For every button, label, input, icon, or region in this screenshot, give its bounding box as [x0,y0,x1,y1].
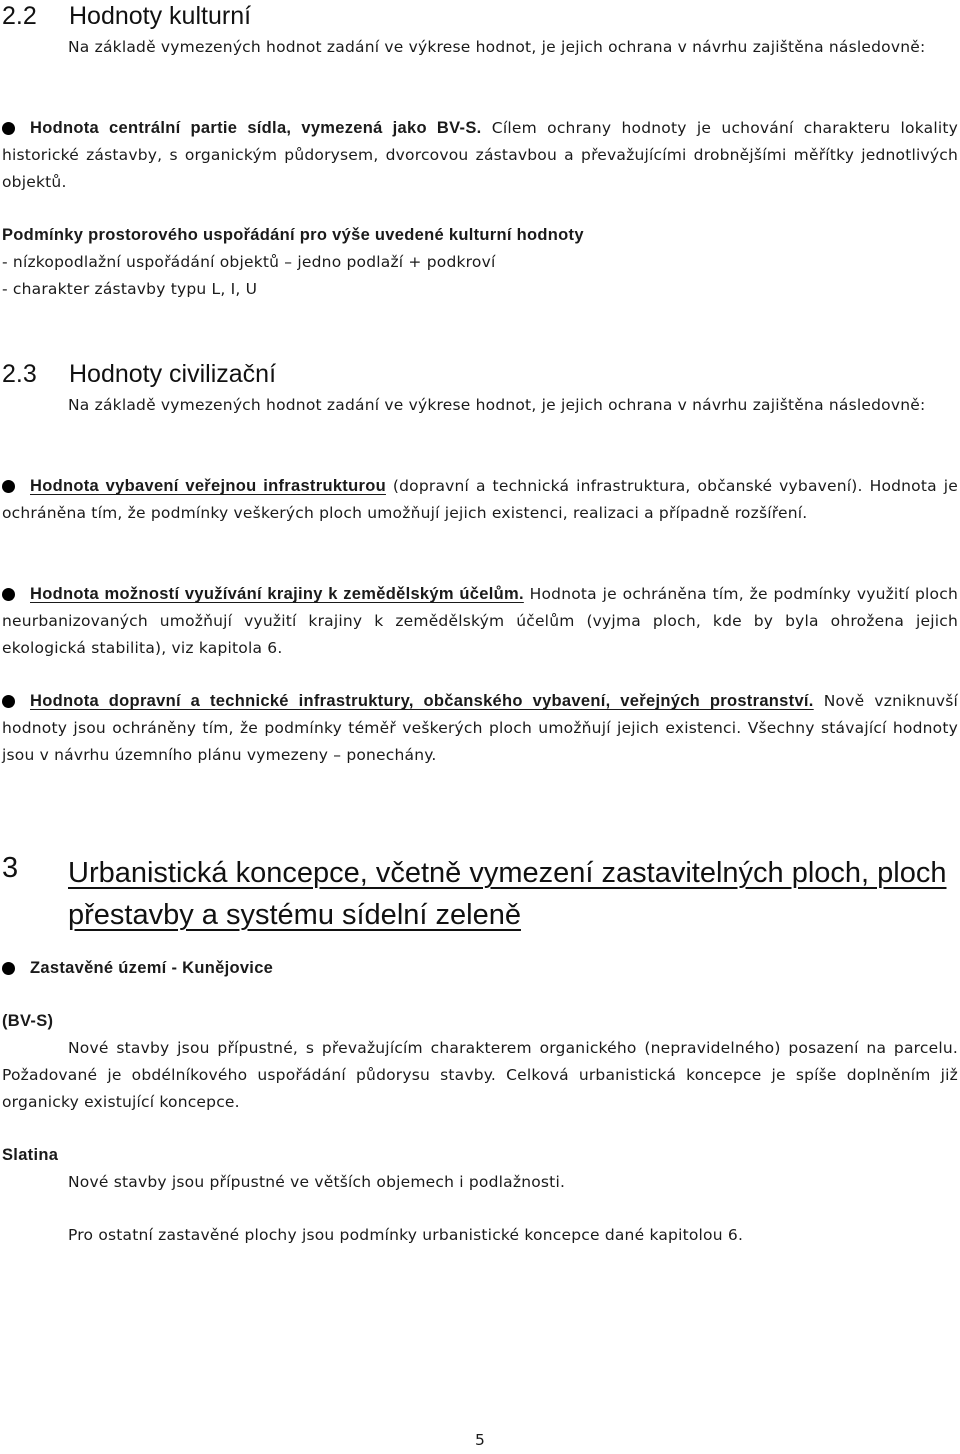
page-number: 5 [474,1431,486,1449]
slatina-text: Nové stavby jsou přípustné ve větších objemech i podlažnosti. [68,1173,566,1191]
bullet-text: Cílem ochrany hodnoty je uchování charakteru lokality historické zástavby, s organickým půdorysem, dvorcovou zástavbou a převažujícími drobnějšími měřítky jednotlivých objektů. [2,119,958,191]
section-2-2-intro: Na základě vymezených hodnot zadání ve výkrese hodnot, je jejich ochrana v návrhu zajištěna následovně: [68,38,926,56]
bullet-text: Nově vzniknuvší hodnoty jsou ochráněny tím, že podmínky téměř veškerých ploch umožňují jejich existenci. Všechny stávající hodnoty jsou v návrhu územního plánu vymezeny – ponechány. [2,692,958,764]
bullet-text: Hodnota je ochráněna tím, že podmínky využití ploch neurbanizovaných umožňují využití krajiny k zemědělským účelům (vyjma ploch, kde by byla ohrožena jejich ekologická stabilita), viz kapitola 6. [2,585,958,657]
bullet-bold-label: Hodnota centrální partie sídla, vymezená jako BV-S. [30,119,482,137]
chapter-3-title [68,852,958,936]
bullet-landscape [2,581,958,662]
section-2-3-intro: Na základě vymezených hodnot zadání ve výkrese hodnot, je jejich ochrana v návrhu zajištěna následovně: [68,396,926,414]
built-area-label: Zastavěné území - Kunějovice [30,959,274,977]
bvs-label: (BV-S) [2,1012,54,1030]
chapter-title-line: přestavby a systému sídelní zeleně [68,899,521,931]
condition-item: - charakter zástavby typu L, I, U [2,280,258,298]
bullet-bold-label: Hodnota vybavení veřejnou infrastrukturou [30,477,386,495]
bullet-text: (dopravní a technická infrastruktura, občanské vybavení). Hodnota je ochráněna tím, že podmínky veškerých ploch umožňují jejich existenci, realizaci a případně rozšíření. [2,477,958,522]
chapter-title-line: Urbanistická koncepce, včetně vymezení zastavitelných ploch, ploch [68,857,947,889]
bullet-icon [2,962,15,975]
section-2-2-heading [2,2,902,34]
bvs-text: Nové stavby jsou přípustné, s převažujícím charakterem organického (nepravidelného) posazení na parcelu. Požadované je obdélníkového uspořádání půdorysu stavby. Celková urbanistická koncepce je spíše doplněním již organicky existující koncepce. [2,1039,958,1111]
section-number: 2.2 [2,2,37,30]
other-areas-text: Pro ostatní zastavěné plochy jsou podmínky urbanistické koncepce dané kapitolou 6. [68,1226,744,1244]
bullet-bold-label: Hodnota dopravní a technické infrastruktury, občanského vybavení, veřejných prostranství. [30,692,814,710]
bullet-infrastructure [2,473,958,527]
section-2-3-heading [2,360,902,392]
bullet-bold-label: Hodnota možností využívání krajiny k zemědělským účelům. [30,585,524,603]
condition-item: - nízkopodlažní uspořádání objektů – jedno podlaží + podkroví [2,253,496,271]
bullet-cultural-value [2,115,958,196]
section-title: Hodnoty kulturní [69,2,252,30]
section-number: 2.3 [2,360,37,388]
section-title: Hodnoty civilizační [69,360,277,388]
bullet-public-space [2,688,958,769]
chapter-3-number: 3 [2,852,19,884]
slatina-label: Slatina [2,1146,59,1164]
conditions-title: Podmínky prostorového uspořádání pro výše uvedené kulturní hodnoty [2,226,584,244]
